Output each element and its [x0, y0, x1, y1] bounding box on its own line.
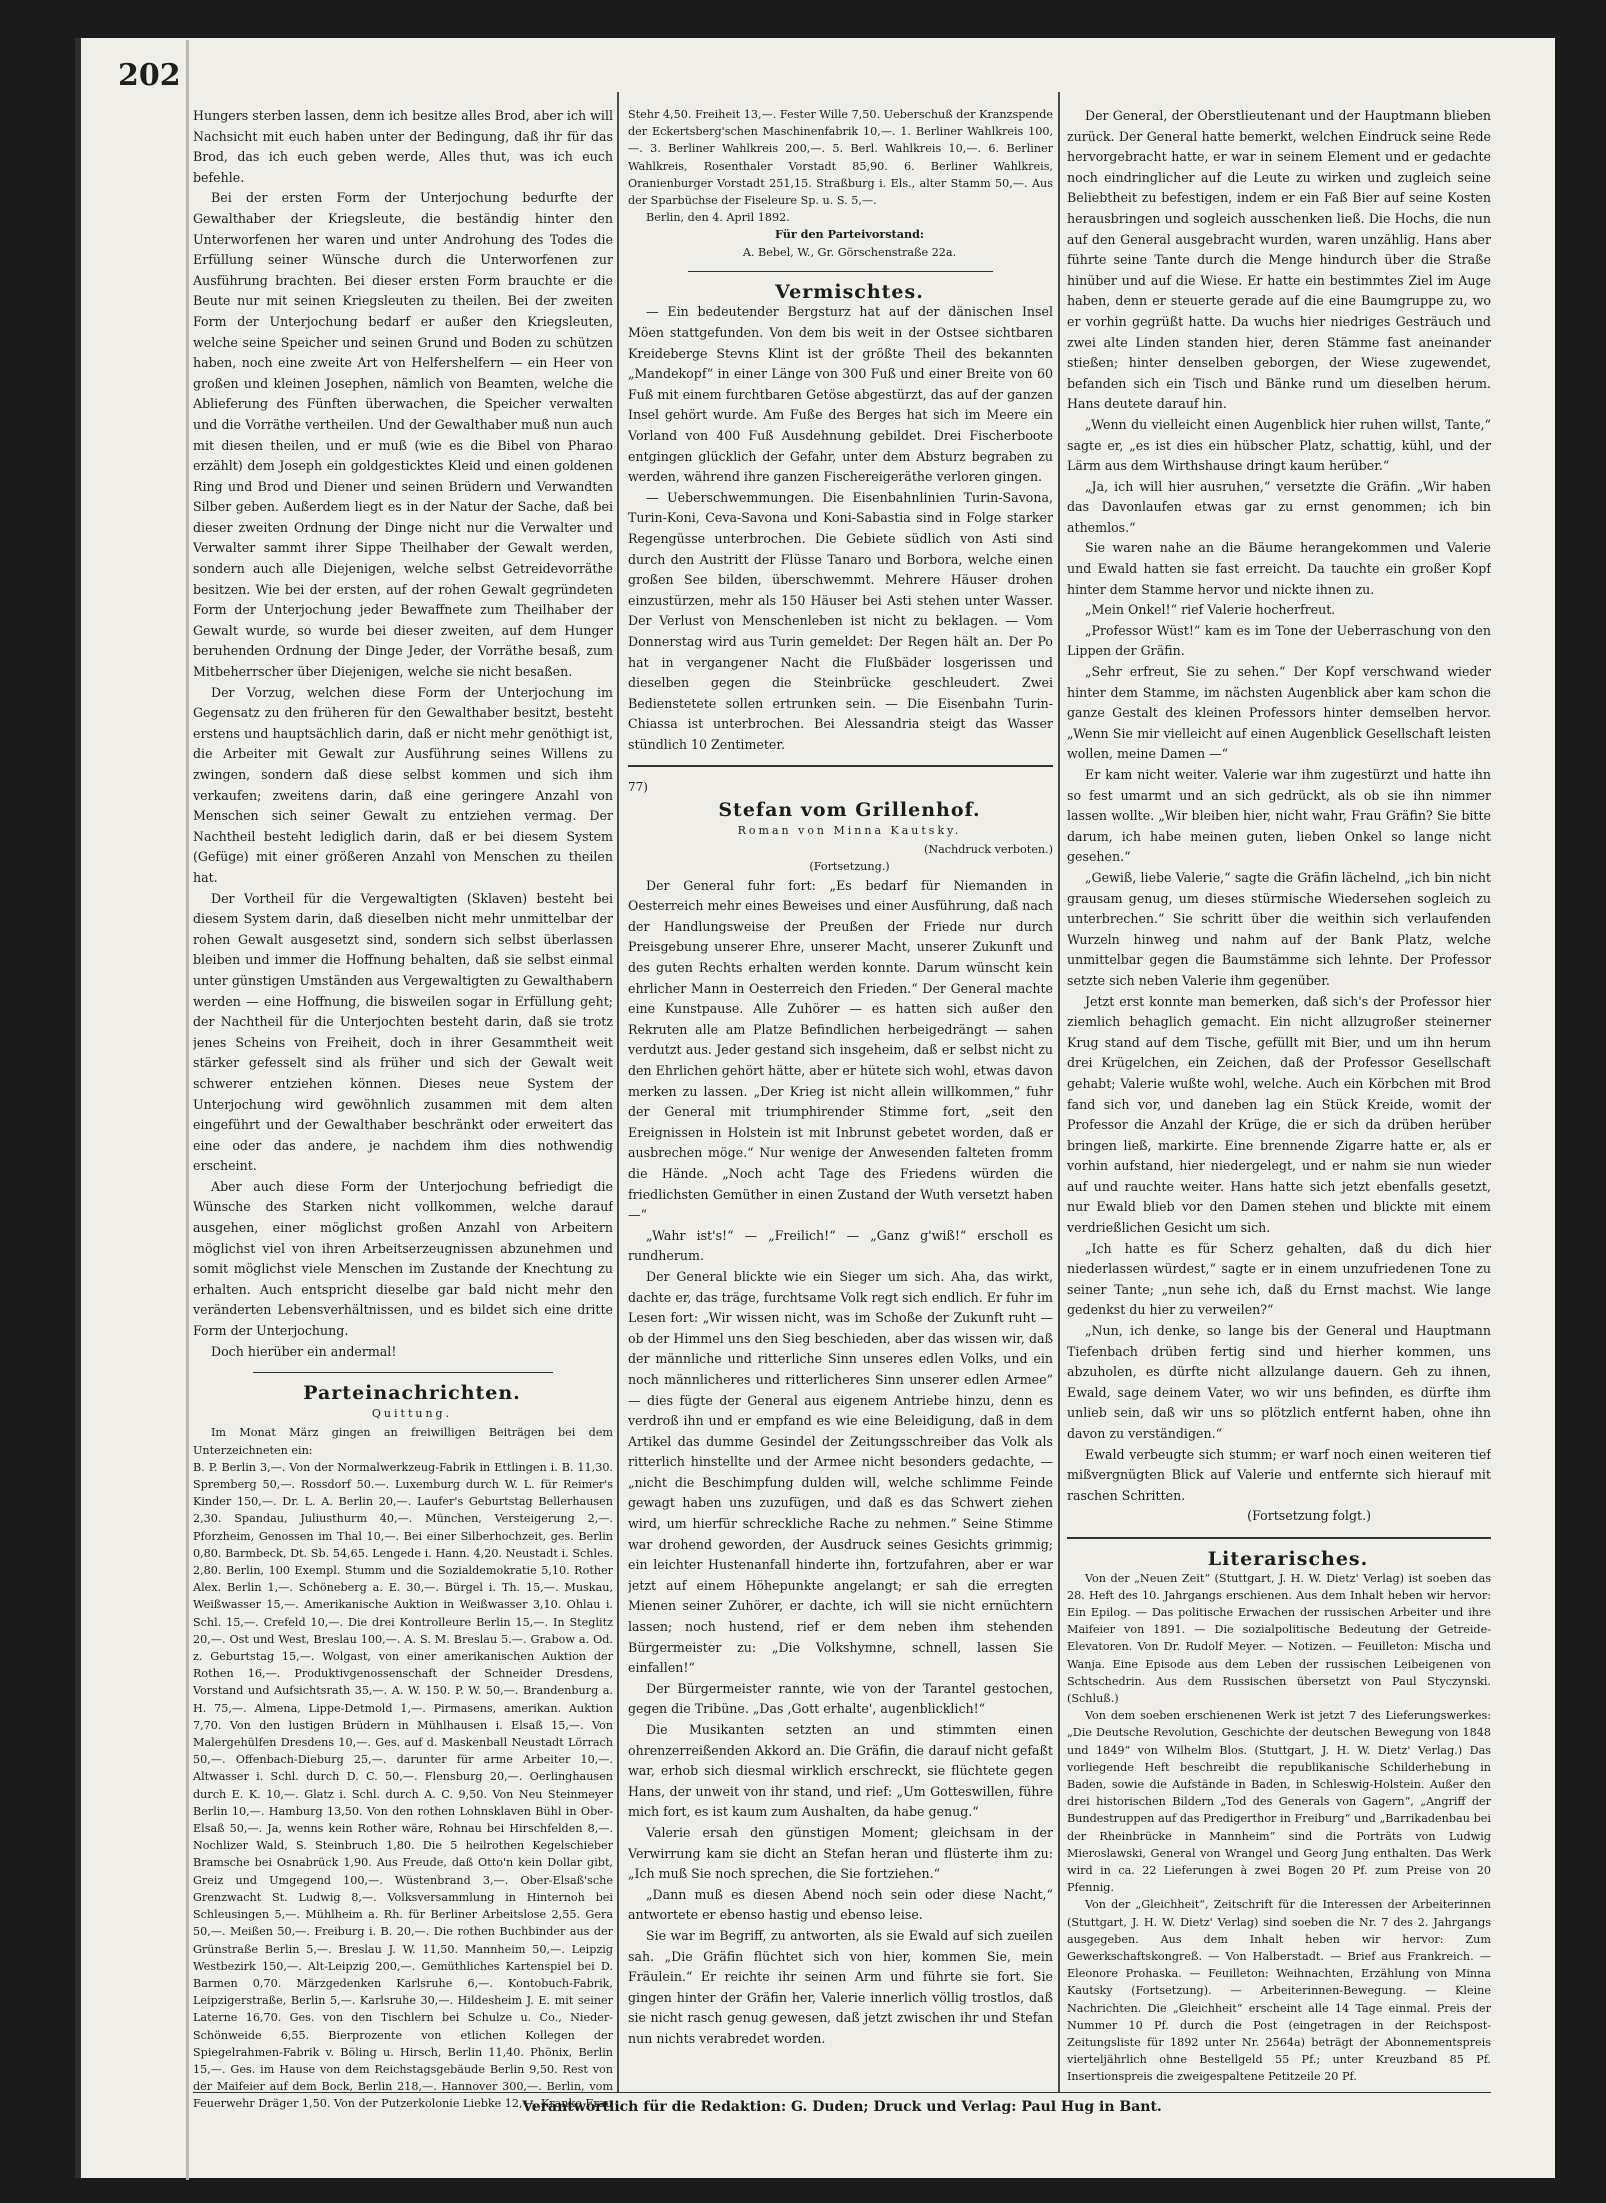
serial-copyright-note: (Nachdruck verboten.)	[923, 843, 1053, 857]
serial-paragraph: „Nun, ich denke, so lange bis der General und Hauptmann Tiefenbach drüben fertig sind und hierher kommen, uns abzuholen, es dürfte nicht allzulange dauern. Geh zu ihnen, Ewald, sage deinem Vater, wo wir uns befinden, es dürfte ihm unlieb sein, daß wir uns so plötzlich entfernt haben, ohne ihn davon zu verständigen.“	[1067, 1323, 1491, 1441]
section-heading-literarisches: Literarisches.	[1207, 1547, 1369, 1570]
serial-continuation-note: (Fortsetzung.)	[809, 860, 890, 874]
serial-paragraph: Ewald verbeugte sich stumm; er warf noch einen weiteren tief mißvergnügten Blick auf Valerie und entfernte sich hierauf mit raschen Schritten.	[1067, 1446, 1491, 1503]
subheading-quittung: Quittung.	[371, 1406, 453, 1420]
article-paragraph: Hungers sterben lassen, denn ich besitze alles Brod, aber ich will Nachsicht mit euch haben unter der Bedingung, daß ihr für das Brod, das ich euch geben werde, Alles thut, was ich euch befehle.	[193, 108, 613, 185]
serial-paragraph: Er kam nicht weiter. Valerie war ihm zugestürzt und hatte ihn so fest umarmt und an sich gedrückt, als ob sie ihn nimmer lassen wollte. „Wir bleiben hier, nicht wahr, Frau Gräfin? Sie bitte darum, ich habe meinen guten, lieben Onkel so lange nicht gesehen.“	[1067, 767, 1491, 865]
news-item: — Ein bedeutender Bergsturz hat auf der dänischen Insel Möen stattgefunden. Von dem bis weit in der Ostsee sichtbaren Kreideberge Stevns Klint ist der größte Theil des bekannten „Mandekopf“ in einer Länge von 300 Fuß und einer Breite von 60 Fuß mit einem furchtbaren Getöse abgestürzt, das auf der ganzen Insel gehört wurde. Am Fuße des Berges hat sich im Meere ein Vorland von 400 Fuß Ausdehnung gebildet. Drei Fischerboote entgingen glücklich der Gefahr, unter dem Absturz begraben zu werden, während ihre ganzen Fischereigeräthe verloren gingen.	[628, 304, 1053, 485]
serial-number: 77)	[628, 780, 648, 795]
section-divider	[1067, 1537, 1491, 1539]
quittung-list: B. P. Berlin 3,—. Von der Normalwerkzeug-Fabrik in Ettlingen i. B. 11,30. Spremberg 50,—. Rossdorf 50.—. Luxemburg durch W. L. für Reimer's Kinder 150,—. Dr. L. A. Berlin 20,—. Laufer's Geburtstag Bellerhausen 2,30. Spandau, Juliusthurm 40,—. München, Versteigerung 2,—. Pforzheim, Genossen im Thal 10,—. Bei einer Silberhochzeit, ges. Berlin 0,80. Barmbeck, Dt. Sb. 54,65. Lengede i. Hann. 4,20. Neustadt i. Schles. 2,80. Berlin, 100 Exempl. Stumm und die Sozialdemokratie 5,10. Rother Alex. Berlin 1,—. Schöneberg a. E. 30,—. Bürgel i. Th. 15,—. Muskau, Weißwasser 15,—. Amerikanische Auktion in Weißwasser 3,10. Ohlau i. Schl. 15,—. Crefeld 10,—. Die drei Kontrolleure Berlin 15,—. In Steglitz 20,—. Ost und West, Breslau 100,—. A. S. M. Breslau 5.—. Grabow a. Od. z. Geburtstag 15,—. Wolgast, von einer amerikanischen Auktion der Rothen 16,—. Produktivgenossenschaft der Schneider Dresdens, Vorstand und Aufsichtsrath 35,—. A. W. 150. P. W. 50,—. Brandenburg a. H. 75,—. Almena, Lippe-Detmold 1,—. Pirmasens, amerikan. Auktion 7,70. Von den lustigen Brüdern in Mühlhausen i. Elsaß 15,—. Von Malergehülfen Dresdens 10,—. Ges. auf d. Maskenball Neustadt Lörrach 50,—. Offenbach-Dieburg 25,—. darunter für arme Arbeiter 10,—. Altwasser i. Schl. durch D. C. 50,—. Flensburg 20,—. Oerlinghausen durch E. K. 10,—. Glatz i. Schl. durch A. C. 9,50. Von Neu Steinmeyer Berlin 10,—. Hamburg 13,50. Von den rothen Lohnsklaven Bühl in Ober-Elsaß 50,—. Ja, wenns kein Rother wäre, Rohnau bei Hirschfelden 8,—. Nochlizer Wald, S. Steinbruch 1,80. Die 5 heilrothen Kegelschieber Bramsche bei Osnabrück 1,90. Aus Freude, daß Otto'n kein Dollar gibt, Greiz und Umgegend 100,—. Wüstenbrand 3,—. Ober-Elsaß'sche Grenzwacht St. Ludwig 8,—. Volksversammlung in Hinternoh bei Schleusingen 5,—. Mühlheim a. Rh. für Berliner Arbeitslose 2,55. Gera 50,—. Meißen 50,—. Freiburg i. B. 20,—. Die rothen Buchbinder aus der Grünstraße Berlin 5,—. Breslau J. W. 11,50. Mannheim 50,—. Leipzig Westbezirk 150,—. Alt-Leipzig 200,—. Gemüthliches Kartenspiel bei D. Barmen 0,70. Märzgedenken Karlsruhe 6,—. Kontobuch-Fabrik, Leipzigerstraße, Berlin 5,—. Karlsruhe 30,—. Hildesheim J. E. mit seiner Laterne 16,70. Ges. von den Tischlern bei Schulze u. Co., Nieder-Schönweide 6,55. Bierprozente von etlichen Kollegen der Spiegelrahmen-Fabrik v. Böling u. Hirsch, Berlin 11,40. Phönix, Berlin 15,—. Ges. im Hause von dem Reichstagsgebäude Berlin 9,50. Rest von der Maifeier auf dem Bock, Berlin 218,—. Hannover 300,—. Berlin, vom Feuerwehr Dräger 1,50. Von der Putzerkolonie Liebke 12,—. Kranke Frau	[193, 1460, 613, 2111]
article-paragraph: Der Vortheil für die Vergewaltigten (Sklaven) besteht bei diesem System darin, daß dieselben nicht mehr unmittelbar der rohen Gewalt ausgesetzt sind, sondern sich selbst überlassen bleiben und immer die Hoffnung behalten, daß sie selbst einmal unter günstigen Umständen aus Vergewaltigten zu Gewalthabern werden — eine Hoffnung, die bisweilen sogar in Erfüllung geht; der Nachtheil für die Unterjochten besteht darin, daß sie trotz jenes Scheins von Freiheit, doch in ihrer Gesammtheit weit stärker gefesselt sind als früher und sich der Gewalt weit schwerer entziehen können. Dieses neue System der Unterjochung wird gewöhnlich zusammen mit dem alten eingeführt und der Gewalthaber beschränkt oder erweitert das eine oder das andere, je nachdem ihm dies nothwendig erscheint.	[193, 890, 613, 1174]
page-number: 202	[118, 58, 181, 93]
section-heading-vermischtes: Vermischtes.	[775, 280, 924, 303]
column-two	[628, 106, 1053, 2113]
serial-paragraph: Valerie ersah den günstigen Moment; gleichsam in der Verwirrung kam sie dicht an Stefan heran und flüsterte ihm zu: „Ich muß Sie noch sprechen, die Sie fortziehen.“	[628, 1824, 1053, 1882]
serial-paragraph: „Dann muß es diesen Abend noch sein oder diese Nacht,“ antwortete er ebenso hastig und ebenso leise.	[628, 1886, 1053, 1923]
serial-paragraph: Sie war im Begriff, zu antworten, als sie Ewald auf sich zueilen sah. „Die Gräfin flüchtet sich von hier, kommen Sie, mein Fräulein.“ Er reichte ihr seinen Arm und führte sie fort. Sie gingen hinter der Gräfin her, Valerie innerlich völlig trostlos, daß sie nicht rasch genug gewesen, daß jetzt zwischen ihr und Stefan nun nichts verabredet worden.	[628, 1927, 1053, 2046]
article-paragraph: Bei der ersten Form der Unterjochung bedurfte der Gewalthaber der Kriegsleute, die beständig hinter den Unterworfenen her waren und unter Androhung des Todes die Erfüllung seiner Wünsche durch die Unterworfenen zur Ausführung brachten. Bei dieser ersten Form brauchte er die Beute nur mit seinen Kriegsleuten zu theilen. Bei der zweiten Form der Unterjochung bedarf er außer den Kriegsleuten, welche seine Speicher und seinen Grund und Boden zu schützen haben, noch eine zweite Art von Helfershelfern — ein Heer von großen und kleinen Josephen, nämlich von Beamten, welche die Ablieferung des Fünften überwachen, die Speicher verwalten und die Vorräthe vertheilen. Und der Gewalthaber muß nun auch mit diesen theilen, und er muß (wie es die Bibel von Pharao erzählt) dem Joseph ein goldgesticktes Kleid und einen goldenen Ring und Brod und Diener und seinen Brüdern und Verwandten Silber geben. Außerdem liegt es in der Natur der Sache, daß bei dieser zweiten Ordnung der Dinge nicht nur die Verwalter und Verwalter sammt ihrer Sippe Theilhaber der Gewalt werden, sondern auch alle Diejenigen, welche selbst Getreidevorräthe besitzen. Wie bei der ersten, auf der rohen Gewalt gegründeten Form der Unterjochung jeder Bewaffnete zum Theilhaber der Gewalt wurde, so wurde bei dieser zweiten, auf dem Hunger beruhenden Ordnung der Dinge Jeder, der Vorräthe besaß, zum Mitbeherrscher über Diejenigen, welche sie nicht besaßen.	[193, 190, 613, 680]
column-three	[1067, 106, 1491, 2113]
literary-notice: Von der „Gleichheit“, Zeitschrift für die Interessen der Arbeiterinnen (Stuttgart, J. H. W. Dietz' Verlag) sind soeben die Nr. 7 des 2. Jahrgangs ausgegeben. Aus dem Inhalt heben wir hervor: Zum Gewerkschaftskongreß. — Von Halberstadt. — Brief aus Frankreich. — Eleonore Prohaska. — Feuilleton: Weihnachten, Erzählung von Minna Kautsky (Fortsetzung). — Arbeiterinnen-Bewegung. — Kleine Nachrichten. Die „Gleichheit“ erscheint alle 14 Tage einmal. Preis der Nummer 10 Pf. durch die Post (eingetragen in der Reichspost-Zeitungsliste für 1892 unter Nr. 2564a) beträgt der Abonnementspreis vierteljährlich ohne Bestellgeld 55 Pf.; unter Kreuzband 85 Pf. Insertionspreis die zweigespaltene Petitzeile 20 Pf.	[1067, 1898, 1491, 2084]
literary-notice: Von dem soeben erschienenen Werk ist jetzt 7 des Lieferungswerkes: „Die Deutsche Revolution, Geschichte der deutschen Bewegung von 1848 und 1849“ von Wilhelm Blos. (Stuttgart, J. H. W. Dietz' Verlag.) Das vorliegende Heft beschreibt die republikanische Schilderhebung in Baden, sowie die Aufstände in Baden, in Schleswig-Holstein. Außer den drei historischen Bildern „Tod des Generals von Gagern“, „Angriff der Bundestruppen auf das Predigerthor in Freiburg“ und „Barrikadenbau bei der Rheinbrücke in Mannheim“ sind die Porträts von Ludwig Mieroslawski, General von Wrangel und Georg Jung enthalten. Das Werk wird in ca. 22 Lieferungen à zwei Bogen 20 Pf. zum Preise von 20 Pfennig.	[1067, 1709, 1491, 1895]
signature-name: A. Bebel, W., Gr. Görschenstraße 22a.	[742, 245, 957, 259]
column-one	[193, 106, 613, 2113]
serial-author: Roman von Minna Kautsky.	[737, 823, 962, 837]
quittung-intro: Im Monat März gingen an freiwilligen Beiträgen bei dem Unterzeichneten ein:	[193, 1426, 613, 1457]
signature-title: Für den Parteivorstand:	[774, 227, 925, 242]
imprint-footer: Verantwortlich für die Redaktion: G. Duden; Druck und Verlag: Paul Hug in Bant.	[193, 2092, 1491, 2115]
article-paragraph: Der Vorzug, welchen diese Form der Unterjochung im Gegensatz zu den früheren für den Gewalthaber besitzt, besteht erstens und hauptsächlich darin, daß er nicht mehr genöthigt ist, die Arbeiter mit Gewalt zur Ausführung seines Willens zu zwingen, sondern daß diese selbst kommen und sich ihm verkaufen; zweitens darin, daß eine geringere Anzahl von Menschen sich seiner Gewalt zu entziehen vermag. Der Nachtheil besteht lediglich darin, daß er bei diesem System (Gefüge) mit einer größeren Anzahl von Menschen zu theilen hat.	[193, 684, 613, 885]
to-be-continued-note: (Fortsetzung folgt.)	[1247, 1508, 1371, 1524]
section-divider	[688, 271, 993, 272]
news-item: — Ueberschwemmungen. Die Eisenbahnlinien Turin-Savona, Turin-Koni, Ceva-Savona und Koni-Sabastia sind in Folge starker Regengüsse unterbrochen. Die Gebiete südlich von Asti sind durch den Austritt der Flüsse Tanaro und Borbora, welche einen großen See bilden, überschwemmt. Mehrere Häuser drohen einzustürzen, mehr als 150 Häuser bei Asti stehen unter Wasser. Der Verlust von Menschenleben ist nicht zu beklagen. — Vom Donnerstag wird aus Turin gemeldet: Der Regen hält an. Der Po hat in vergangener Nacht die Flußbäder losgerissen und dieselben gegen die Steinbrücke geschleudert. Zwei Bedienstetete sollen ertrunken sein. — Die Eisenbahn Turin-Chiassa ist unterbrochen. Bei Alessandria steigt das Wasser stündlich 10 Zentimeter.	[628, 489, 1053, 752]
serial-paragraph: Der General fuhr fort: „Es bedarf für Niemanden in Oesterreich mehr eines Beweises und einer Ausführung, daß nach der Handlungsweise der Preußen der Friede nur durch Preisgebung unserer Ehre, unserer Macht, unserer Zukunft und des guten Rechts erhalten werden konnte. Darum wünscht kein ehrlicher Mann in Oesterreich den Frieden.“ Der General machte eine Kunstpause. Alle Zuhörer — es hatten sich außer den Rekruten alle am Platze Befindlichen herbeigedrängt — sahen verdutzt aus. Jeder gestand sich insgeheim, daß er selbst nicht zu den Ehrlichen gehört hätte, aber er hütete sich wohl, etwas davon merken zu lassen. „Der Krieg ist nicht allein willkommen,“ fuhr der General mit triumphirender Stimme fort, „seit den Ereignissen in Holstein ist mit Inbrunst gebetet worden, daß er ausbrechen möge.“ Nur wenige der Anwesenden falteten fromm die Hände. „Noch acht Tage des Friedens würden die friedlichsten Gemüther in einen Zustand der Wuth versetzt haben —“	[628, 877, 1053, 1223]
section-divider	[253, 1372, 553, 1373]
serial-paragraph: „Wahr ist's!“ — „Freilich!“ — „Ganz g'wiß!“ erscholl es rundherum.	[628, 1227, 1053, 1264]
serial-paragraph: Die Musikanten setzten an und stimmten einen ohrenzerreißenden Akkord an. Die Gräfin, die darauf nicht gefaßt war, erhob sich diesmal wirklich erschreckt, sie flüchtete gegen Hans, der unweit von ihr stand, und rief: „Um Gotteswillen, führe mich fort, es ist kaum zum Aushalten, da habe genug.“	[628, 1722, 1053, 1820]
serial-paragraph: Sie waren nahe an die Bäume herangekommen und Valerie und Ewald hatten sie fast erreicht. Da tauchte ein großer Kopf hinter dem Stamme hervor und nickte ihnen zu.	[1067, 540, 1491, 597]
serial-paragraph: Der General blickte wie ein Sieger um sich. Aha, das wirkt, dachte er, das träge, furchtsame Volk regt sich endlich. Er fuhr im Lesen fort: „Wir wissen nicht, was im Schoße der Zukunft ruht — ob der Himmel uns den Sieg beschieden, aber das wissen wir, daß der männliche und ritterliche Sinn unseres edlen Volks, und ein noch männlicheres und ritterlicheres Sinn unserer edlen Armee“ — dies fügte der General aus eigenem Antriebe hinzu, denn es verdroß ihn und er empfand es wie eine Beleidigung, daß in dem Artikel das dumme Gesindel der Zeitungsschreiber das Volk als ritterlich hinstellte und der Armee nicht besonders gedachte, — „nicht die Beschimpfung dulden will, welche schlimme Feinde gewagt haben uns zuzufügen, und daß es das Schwert ziehen wird, um hierfür schreckliche Rache zu nehmen.“ Seine Stimme war drohend geworden, der Ausdruck seines Gesichts grimmig; ein leichter Hustenanfall hinderte ihn, fortzufahren, aber er war jetzt auf einem Höhepunkte angelangt; er sah die erregten Mienen seiner Zuhörer, er dachte, ich will sie nicht ernüchtern lassen; noch hustend, rief er dem neben ihm stehenden Bürgermeister zu: „Die Volkshymne, schnell, lassen Sie einfallen!“	[628, 1268, 1053, 1676]
serial-paragraph: „Wenn du vielleicht einen Augenblick hier ruhen willst, Tante,“ sagte er, „es ist dies ein hübscher Platz, schattig, kühl, und der Lärm aus dem Wirthshause dringt kaum herüber.“	[1067, 416, 1491, 474]
column-rule-right	[1058, 92, 1060, 2092]
quittung-date: Berlin, den 4. April 1892.	[646, 211, 790, 225]
serial-paragraph: „Mein Onkel!“ rief Valerie hocherfreut.	[1085, 602, 1336, 618]
article-paragraph: Doch hierüber ein andermal!	[211, 1343, 397, 1359]
section-divider	[628, 765, 1053, 767]
serial-paragraph: „Professor Wüst!“ kam es im Tone der Ueberraschung von den Lippen der Gräfin.	[1067, 622, 1491, 659]
column-rule-left	[617, 92, 619, 2092]
serial-paragraph: Der General, der Oberstlieutenant und der Hauptmann blieben zurück. Der General hatte bemerkt, welchen Eindruck seine Rede hervorgebracht hatte, er war in seinem Element und er gedachte noch eindringlicher auf die Leute zu wirken und zugleich seine Beliebtheit zu befestigen, indem er ein Faß Bier auf seine Kosten herausbringen und sogleich ausschenken ließ. Die Hochs, die nun auf den General ausgebracht wurden, waren unzählig. Hans aber führte seine Tante durch die Menge hindurch über die Straße hinüber und auf die Wiese. Er hatte ein bestimmtes Ziel im Auge haben, denn er steuerte gerade auf die eine Baumgruppe zu, wo er vorhin gegrüßt hatte. Da wuchs hier niedriges Gesträuch und zwei alte Linden standen hier, deren Stämme fast aneinander stießen; hinter denselben geborgen, der Wiese zugewendet, befanden sich ein Tisch und Bänke rund um dieselben herum. Hans deutete darauf hin.	[1067, 108, 1491, 412]
serial-paragraph: „Ich hatte es für Scherz gehalten, daß du dich hier niederlassen würdest,“ sagte er in einem unzufriedenen Tone zu seiner Tante; „nun sehe ich, daß du Ernst machst. Wie lange gedenkst du hier zu verweilen?“	[1067, 1240, 1491, 1318]
serial-paragraph: „Ja, ich will hier ausruhen,“ versetzte die Gräfin. „Wir haben das Davonlaufen etwas gar zu ernst genommen; ich bin athemlos.“	[1067, 478, 1491, 535]
article-paragraph: Aber auch diese Form der Unterjochung befriedigt die Wünsche des Starken nicht vollkommen, welche darauf ausgehen, einer möglichst großen Anzahl von Arbeitern möglichst viel von ihren Arbeitserzeugnissen abzunehmen und somit möglichst viele Menschen im Zustande der Knechtung zu erhalten. Auch entspricht dieselbe gar bald nicht mehr den veränderten Lebensverhältnissen, und es bildet sich eine dritte Form der Unterjochung.	[193, 1178, 613, 1339]
serial-paragraph: „Gewiß, liebe Valerie,“ sagte die Gräfin lächelnd, „ich bin nicht grausam genug, um dieses stürmische Wiedersehen sogleich zu unterbrechen.“ Sie schritt über die weithin sich verlaufenden Wurzeln hinweg und nahm auf der Bank Platz, welche unmittelbar gegen die Baumstämme sich lehnte. Der Professor setzte sich neben Valerie ihm gegenüber.	[1067, 869, 1491, 988]
literary-notice: Von der „Neuen Zeit“ (Stuttgart, J. H. W. Dietz' Verlag) ist soeben das 28. Heft des 10. Jahrgangs erschienen. Aus dem Inhalt heben wir hervor: Ein Epilog. — Das politische Erwachen der russischen Arbeiter und ihre Maifeier von 1891. — Die sozialpolitische Bedeutung der Getreide-Elevatoren. Von Dr. Rudolf Meyer. — Notizen. — Feuilleton: Mischa und Wanja. Eine Episode aus dem Leben der russischen Leibeigenen von Schtschedrin. Aus dem Russischen übersetzt von Paul Styczynski. (Schluß.)	[1067, 1571, 1491, 1705]
serial-paragraph: Der Bürgermeister rannte, wie von der Tarantel gestochen, gegen die Tribüne. „Das ,Gott erhalte', augenblicklich!“	[628, 1680, 1053, 1717]
serial-title: Stefan vom Grillenhof.	[718, 799, 981, 822]
section-heading-parteinachrichten: Parteinachrichten.	[303, 1382, 521, 1405]
serial-paragraph: „Sehr erfreut, Sie zu sehen.“ Der Kopf verschwand wieder hinter dem Stamme, im nächsten Augenblick aber kam schon die ganze Gestalt des kleinen Professors hinter demselben hervor. „Wenn Sie mir vielleicht auf einen Augenblick Gesellschaft leisten wollen, meine Damen —“	[1067, 664, 1491, 762]
quittung-continuation: Stehr 4,50. Freiheit 13,—. Fester Wille 7,50. Ueberschuß der Kranzspende der Eckertsberg'schen Maschinenfabrik 10,—. 1. Berliner Wahlkreis 100,—. 3. Berliner Wahlkreis 200,—. 5. Berl. Wahlkreis 10,—. 6. Berliner Wahlkreis, Rosenthaler Vorstadt 85,90. 6. Berliner Wahlkreis, Oranienburger Vorstadt 251,15. Straßburg i. Els., alter Stamm 50,—. Aus der Sparbüchse der Fiseleure Sp. u. S. 5,—.	[628, 108, 1053, 208]
serial-paragraph: Jetzt erst konnte man bemerken, daß sich's der Professor hier ziemlich behaglich gemacht. Ein nicht allzugroßer steinerner Krug stand auf dem Tische, gefüllt mit Bier, und um ihn herum drei Krügelchen, ein Zeichen, daß der Professor Gesellschaft gehabt; Valerie wußte wohl, welche. Auch ein Körbchen mit Brod fand sich vor, und daneben lag ein Stück Kreide, womit der Professor die Anzahl der Krüge, die er sich da drüben herüber bringen ließ, markirte. Eine brennende Zigarre hatte er, als er vorhin aufstand, hier niedergelegt, und er nahm sie nun wieder auf und rauchte weiter. Hans hatte sich jetzt ebenfalls gesetzt, nur Ewald blieb vor den Damen stehen und blickte mit einem verdrießlichen Gesicht um sich.	[1067, 993, 1491, 1236]
binding-fold	[186, 40, 189, 2180]
